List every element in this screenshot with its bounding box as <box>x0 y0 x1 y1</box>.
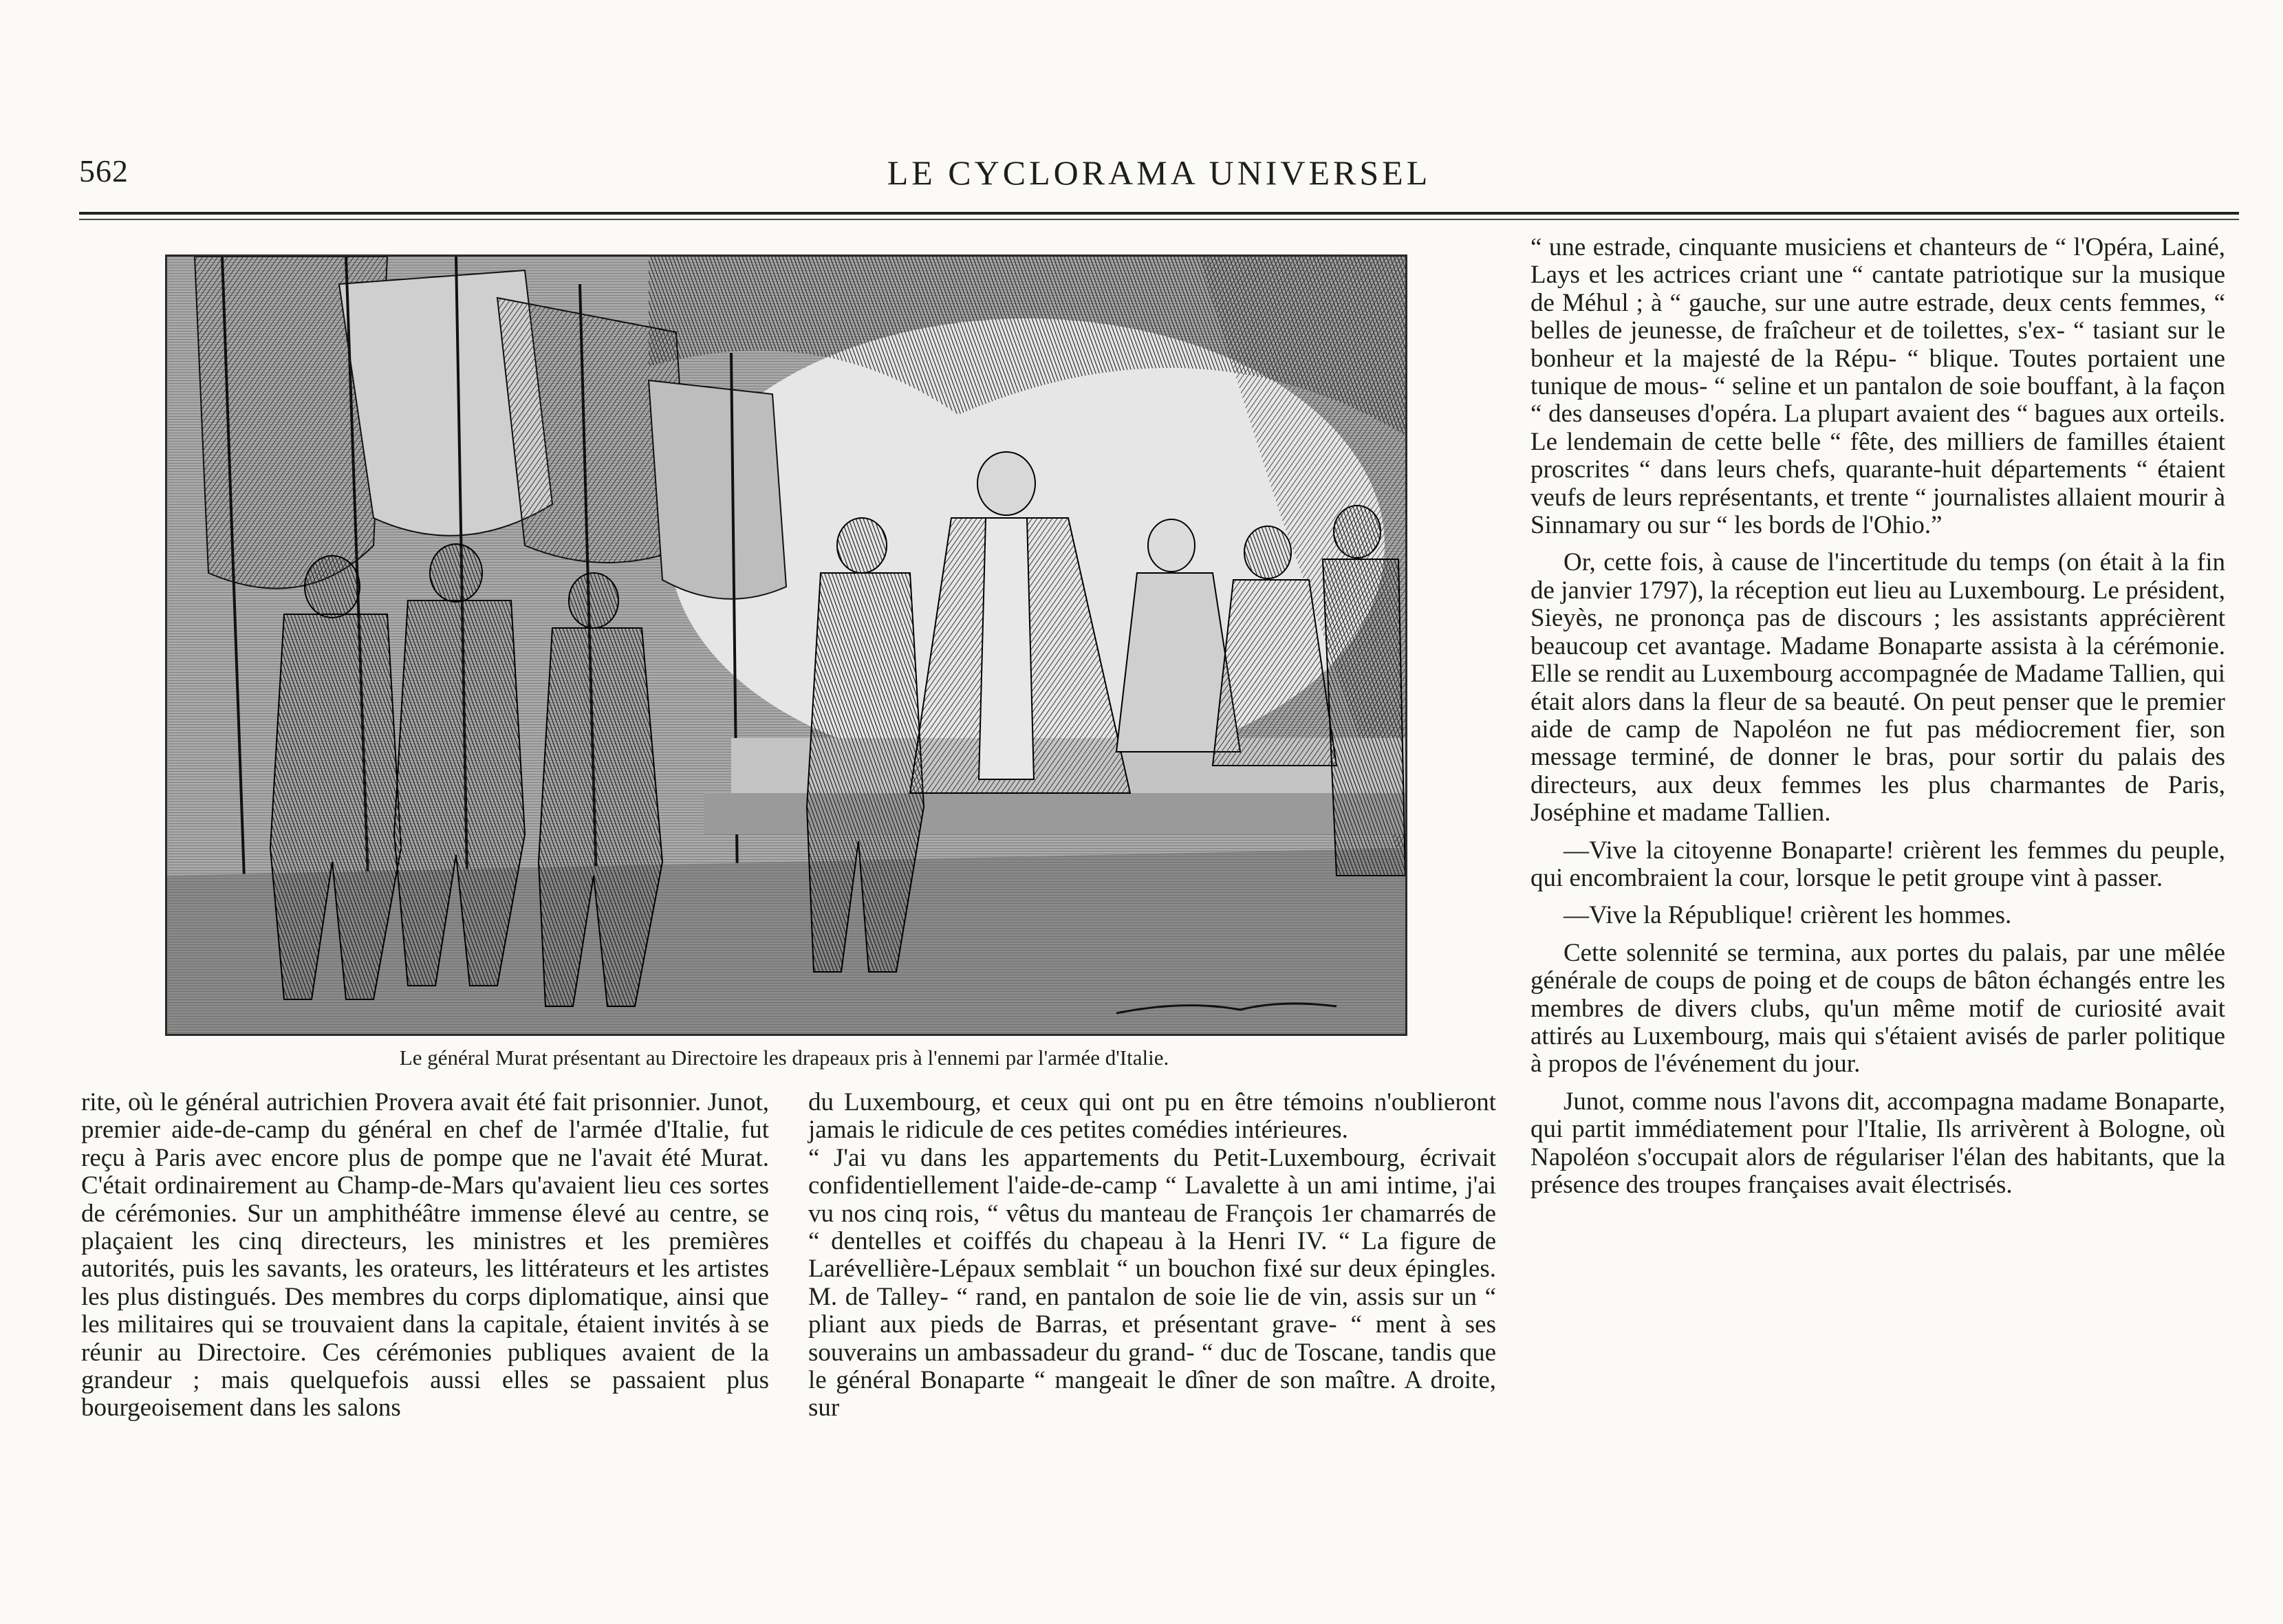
quotation-paragraph: “ J'ai vu dans les appartements du Petit-Luxembourg, écrivait confidentiellement l'aide-de-camp “ Lavalette à un ami intime, j'ai vu nos cinq rois, “ vêtus du manteau de François 1er chamarrés de “ dentelles et coiffés du chapeau à la Henri IV. “ La figure de Larévellière-Lépaux semblait “ un bouchon fixé sur deux épingles. M. de Talley- “ rand, en pantalon de soie lie de vin, assis sur un “ pliant aux pieds de Barras, et présentant grave- “ ment à ses souverains un ambassadeur du grand- “ duc de Toscane, tandis que le général Bonaparte “ mangeait le dîner de son maître. A droite, sur <box>808 1143 1496 1422</box>
paragraph: —Vive la citoyenne Bonaparte! crièrent les femmes du peuple, qui encombraient la cour, lorsque le petit groupe vint à passer. <box>1530 836 2225 892</box>
quotation-paragraph: “ une estrade, cinquante musiciens et chanteurs de “ l'Opéra, Lainé, Lays et les actrices criant une “ cantate patriotique sur la musique de Méhul ; à “ gauche, sur une autre estrade, deux cents femmes, “ belles de jeunesse, de fraîcheur et de toilettes, s'ex- “ tasiant sur le bonheur et la majesté de la Répu- “ blique. Toutes portaient une tunique de mous- “ seline et un pantalon de soie bouffant, à la façon “ des danseuses d'opéra. La plupart avaient des “ bagues aux orteils. Le lendemain de cette belle “ fête, des milliers de familles étaient proscrites “ dans leurs chefs, quarante-huit départements “ étaient veufs de leurs représentants, et trente “ journalistes allaient mourir à Sinnamary ou sur “ les bords de l'Ohio.” <box>1530 233 2225 540</box>
header-rule-thin <box>79 219 2239 220</box>
paragraph: —Vive la République! crièrent les hommes. <box>1564 901 2012 930</box>
page-header <box>79 153 2239 201</box>
engraving-illustration <box>165 255 1407 1036</box>
paragraph: Cette solennité se termina, aux portes du palais, par une mêlée générale de coups de poing et de coups de bâton échangés entre les membres de divers clubs, qu'un même motif de curiosité avait attirés au Luxembourg, mais qui s'étaient avisés de parler politique à propos de l'événement du jour. <box>1530 938 2225 1079</box>
header-rule <box>79 212 2239 215</box>
paragraph: du Luxembourg, et ceux qui ont pu en être témoins n'oublieront jamais le ridicule de ces petites comédies intérieures. <box>808 1088 1496 1145</box>
paragraph: Or, cette fois, à cause de l'incertitude du temps (on était à la fin de janvier 1797), la réception eut lieu au Luxembourg. Le président, Sieyès, ne prononça pas de discours ; les assistants apprécièrent beaucoup cet avantage. Madame Bonaparte assista à la cérémonie. Elle se rendit au Luxembourg accompagnée de Madame Tallien, qui était alors dans la fleur de sa beauté. On peut penser que le premier aide de camp de Napoléon ne fut pas médiocrement fier, son message terminé, de donner le bras, pour sortir du palais des directeurs, aux deux femmes les plus charmantes de Paris, Joséphine et madame Tallien. <box>1530 548 2225 827</box>
text-column-left <box>81 1089 769 1422</box>
paragraph: Junot, comme nous l'avons dit, accompagna madame Bonaparte, qui partit immédiatement pour l'Italie, Ils arrivèrent à Bologne, où Napoléon s'occupait alors de régulariser l'élan des habitants, que la présence des troupes françaises avait électrisés. <box>1530 1087 2225 1199</box>
text-column-right <box>1530 234 2225 1199</box>
running-title: LE CYCLORAMA UNIVERSEL <box>887 153 1431 192</box>
text-column-middle <box>808 1089 1496 1422</box>
figure-caption: Le général Murat présentant au Directoire les drapeaux pris à l'ennemi par l'armée d'Italie. <box>399 1046 1169 1070</box>
paragraph: rite, où le général autrichien Provera avait été fait prisonnier. Junot, premier aide-de-camp du général en chef de l'armée d'Italie, fut reçu à Paris avec encore plus de pompe que ne l'avait été Murat. C'était ordinairement au Champ-de-Mars qu'avaient lieu ces sortes de cérémonies. Sur un amphithéâtre immense élevé au centre, se plaçaient les cinq directeurs, les ministres et les premières autorités, puis les savants, les orateurs, les littérateurs et les artistes les plus distingués. Des membres du corps diplomatique, ainsi que les militaires qui se trouvaient dans la capitale, étaient invités à se réunir au Directoire. Ces cérémonies publiques avaient de la grandeur ; mais quelquefois aussi elles se passaient plus bourgeoisement dans les salons <box>81 1088 769 1422</box>
page-number: 562 <box>79 153 129 188</box>
